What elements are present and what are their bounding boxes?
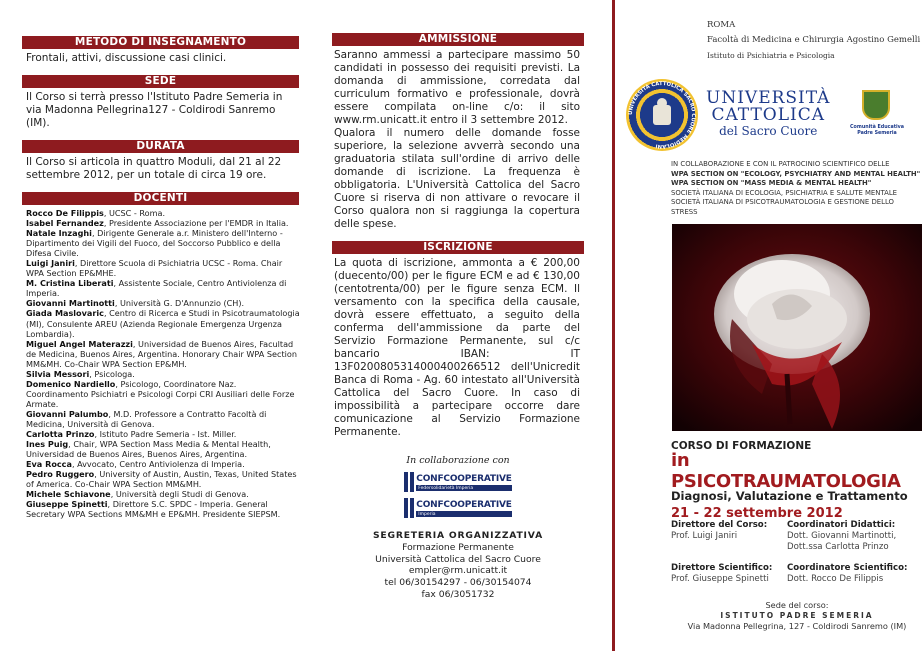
- segreteria-block: [310, 530, 606, 601]
- university-seal-icon: [626, 79, 698, 151]
- comunita-label: Comunità Educativa Padre Semeria: [850, 125, 904, 136]
- direttore-scientifico-label: Direttore Scientifico:: [671, 563, 773, 573]
- coordinatori-name-1: Dott. Giovanni Martinotti,: [787, 531, 897, 541]
- segreteria-tel: tel 06/30154297 - 06/30154074: [384, 577, 532, 589]
- sede-corso-label: Sede del corso:: [765, 600, 829, 610]
- docente-description: , UCSC - Roma.: [103, 208, 166, 218]
- patrocinio-line1: IN COLLABORAZIONE E CON IL PATROCINIO SCIENTIFICO DELLE: [671, 160, 890, 168]
- confcooperative-name-1: CONFCOOPERATIVE: [416, 473, 512, 484]
- istituto-label: Istituto di Psichiatria e Psicologia: [707, 51, 835, 60]
- confcooperative-logo-2: [310, 498, 606, 518]
- segreteria-line2: Università Cattolica del Sacro Cuore: [375, 553, 541, 565]
- docente-name: Michele Schiavone: [26, 489, 111, 500]
- docente-item: [26, 369, 301, 379]
- docente-name: Miguel Angel Materazzi: [26, 338, 133, 349]
- university-name-2: CATTOLICA: [711, 105, 826, 125]
- confcooperative-name-2: CONFCOOPERATIVE: [416, 499, 512, 510]
- sede-heading: SEDE: [22, 75, 299, 88]
- course-subtitle: Diagnosi, Valutazione e Trattamento: [671, 489, 908, 503]
- durata-heading: DURATA: [22, 140, 299, 153]
- docente-item: [26, 499, 301, 519]
- docente-item: [26, 339, 301, 369]
- docente-description: , Assistente Sociale, Centro Antiviolenza di Imperia.: [26, 278, 287, 299]
- docente-name: Giovanni Martinotti: [26, 298, 115, 309]
- docente-description: , Università G. D'Annunzio (CH).: [114, 298, 245, 309]
- docente-item: [26, 208, 301, 218]
- facolta-label: Facoltà di Medicina e Chirurgia Agostino Gemelli: [707, 35, 921, 45]
- sede-text: Il Corso si terrà presso l'Istituto Padre Semeria in via Madonna Pellegrina127 - Coldirodi Sanremo (IM).: [26, 91, 283, 129]
- docente-description: , Direttore Scuola di Psichiatria UCSC - Roma. Chair WPA Section EP&MHE.: [26, 258, 283, 279]
- docente-name: Pedro Ruggero: [26, 469, 95, 480]
- docente-item: [26, 459, 301, 469]
- docente-description: , Centro di Ricerca e Studi in Psicotraumatologia (MI), Consulente AREU (Azienda Regionale Emergenza Urgenza Lombardia).: [26, 308, 300, 339]
- docente-description: , University of Austin, Austin, Texas, United States of America. Co-Chair WPA Section MM&MH.: [26, 469, 297, 490]
- docente-item: [26, 469, 301, 489]
- docente-item: [26, 409, 301, 429]
- docente-name: Giovanni Palumbo: [26, 408, 109, 419]
- coordinatore-scientifico-name: Dott. Rocco De Filippis: [787, 574, 884, 584]
- confcooperative-mark-icon: [404, 472, 414, 492]
- segreteria-fax: fax 06/3051732: [421, 588, 495, 600]
- cover-panel: [612, 0, 922, 651]
- docente-name: Natale Inzaghi: [26, 228, 92, 239]
- left-panel: [0, 0, 305, 519]
- header-text: [707, 18, 920, 63]
- patrocinio-line2: WPA SECTION ON "ECOLOGY, PSYCHIATRY AND MENTAL HEALTH": [671, 169, 921, 178]
- docente-description: , Psicologa.: [89, 368, 135, 379]
- patrocinio-block: [671, 160, 922, 217]
- collaboration-block: [310, 455, 606, 518]
- ammissione-heading: AMMISSIONE: [332, 33, 584, 46]
- docente-name: Silvia Messori: [26, 368, 90, 379]
- cover-border: [612, 0, 615, 651]
- university-name-3: del Sacro Cuore: [719, 124, 818, 138]
- docente-name: Giuseppe Spinetti: [26, 499, 108, 510]
- docente-name: Carlotta Prinzo: [26, 429, 95, 440]
- docente-item: [26, 298, 301, 308]
- docente-item: [26, 228, 301, 258]
- durata-text: Il Corso si articola in quattro Moduli, dal 21 al 22 settembre 2012, per un totale di circa 19 ore.: [26, 156, 282, 181]
- direttore-scientifico: [671, 563, 772, 585]
- direttore-scientifico-name: Prof. Giuseppe Spinetti: [671, 574, 769, 584]
- docente-description: , Dirigente Generale a.r. Ministero dell'Interno - Dipartimento dei Vigili del Fuoco, del Soccorso Pubblico e della Difesa Civile.: [26, 228, 283, 259]
- cover-rose-image: [672, 224, 922, 431]
- docente-item: [26, 379, 301, 409]
- patrocinio-line4: SOCIETÀ ITALIANA DI ECOLOGIA, PSICHIATRIA E SALUTE MENTALE: [671, 188, 898, 197]
- docente-name: Isabel Fernandez: [26, 218, 104, 229]
- docente-description: , Universidad de Buenos Aires, Facultad de Medicina, Buenos Aires, Argentina. Honorary Chair WPA Section MM&MH. Co-Chair WPA Section EP&MH.: [26, 338, 297, 369]
- segreteria-email[interactable]: empler@rm.unicatt.it: [408, 565, 508, 577]
- metodo-heading: METODO DI INSEGNAMENTO: [22, 36, 299, 49]
- university-name-1: UNIVERSITÀ: [706, 88, 831, 108]
- course-kicker: CORSO DI FORMAZIONE: [671, 440, 812, 452]
- docente-item: [26, 489, 301, 499]
- docente-description: , Istituto Padre Semeria - Ist. Miller.: [94, 429, 237, 440]
- docente-name: M. Cristina Liberati: [26, 278, 114, 289]
- patrocinio-line3: WPA SECTION ON "MASS MEDIA & MENTAL HEALTH": [671, 179, 872, 187]
- direttore-corso-label: Direttore del Corso:: [671, 520, 768, 530]
- docente-item: [26, 439, 301, 459]
- collaboration-label: In collaborazione con: [406, 455, 510, 466]
- confcooperative-sub-2: Imperia: [416, 512, 511, 517]
- docente-item: [26, 278, 301, 298]
- direttore-corso-name: Prof. Luigi Janiri: [671, 531, 738, 541]
- docente-item: [26, 258, 301, 278]
- course-title: in PSICOTRAUMATOLOGIA: [671, 450, 901, 492]
- confcooperative-logo-1: [310, 472, 606, 492]
- docente-description: , Psicologo, Coordinatore Naz. Coordinamento Psichiatri e Psicologi Corpi CRI Ausiliari delle Forze Armate.: [26, 378, 295, 409]
- docente-description: , M.D. Professore a Contratto Facoltà di Medicina, Università di Genova.: [26, 408, 267, 429]
- docente-name: Giada Maslovaric: [26, 308, 104, 319]
- course-title-block: [671, 440, 922, 521]
- docente-name: Rocco De Filippis: [26, 208, 104, 218]
- university-logo: [706, 88, 830, 138]
- metodo-text: Frontali, attivi, discussione casi clinici.: [26, 52, 227, 64]
- docente-description: , Chair, WPA Section Mass Media & Mental Health, Universidad de Buenos Aires, Buenos Aires, Argentina.: [26, 439, 271, 460]
- docente-description: , Presidente Associazione per l'EMDR in Italia.: [103, 218, 289, 229]
- middle-panel: [310, 0, 606, 601]
- sede-corso-istituto: ISTITUTO PADRE SEMERIA: [720, 610, 874, 620]
- docente-item: [26, 218, 301, 228]
- coordinatori-didattici: [787, 520, 896, 553]
- city-label: ROMA: [707, 20, 736, 30]
- docente-item: [26, 308, 301, 338]
- docente-name: Eva Rocca: [26, 459, 72, 470]
- segreteria-line1: Formazione Permanente: [402, 541, 514, 553]
- docente-item: [26, 429, 301, 439]
- coordinatori-name-2: Dott.ssa Carlotta Prinzo: [787, 542, 889, 552]
- docente-description: , Università degli Studi di Genova.: [110, 489, 249, 500]
- confcooperative-sub-1: Federsolidarietà Imperia: [416, 486, 511, 491]
- docente-name: Ines Puig: [26, 439, 69, 450]
- seal-text: UNIVERSITÀ CATTOLICA SACRO CUORE MEDIOLANI: [627, 80, 697, 150]
- patrocinio-line5: SOCIETÀ ITALIANA DI PSICOTRAUMATOLOGIA E GESTIONE DELLO STRESS: [671, 198, 894, 216]
- comunita-shield-icon: [862, 90, 890, 120]
- confcooperative-mark-icon: [404, 498, 414, 518]
- docente-description: , Avvocato, Centro Antiviolenza di Imperia.: [71, 459, 245, 470]
- sede-corso-block: [672, 600, 922, 632]
- coordinatore-scientifico-label: Coordinatore Scientifico:: [787, 563, 908, 573]
- coordinatore-scientifico: [787, 563, 907, 585]
- segreteria-title: SEGRETERIA ORGANIZZATIVA: [373, 530, 543, 541]
- docente-name: Domenico Nardiello: [26, 378, 116, 389]
- docenti-list: [26, 208, 301, 519]
- iscrizione-text: La quota di iscrizione, ammonta a € 200,00 (duecento/00) per le figure ECM e ad € 130,00 (centotrenta/00) per le figure senza ECM. Il versamento con la specifica della causale, dovrà essere effettuato, a seguito della conferma dell'ammissione da parte del Servizio Formazione Permanente, sul c/c bancario IBAN: IT 13F0200805314000400266512 dell'Unicredit Banca di Roma - Ag. 60 intestato all'Università Cattolica del Sacro Cuore. In caso di impossibilità a partecipare occorre dare comunicazione al Servizio Formazione Permanente.: [334, 257, 580, 438]
- iscrizione-heading: ISCRIZIONE: [332, 241, 584, 254]
- docente-name: Luigi Janiri: [26, 258, 75, 269]
- sede-corso-address: Via Madonna Pellegrina, 127 - Coldirodi Sanremo (IM): [687, 621, 907, 631]
- docenti-heading: DOCENTI: [22, 192, 299, 205]
- ammissione-text-2: Qualora il numero delle domande fosse superiore, la selezione avverrà secondo una graduatoria stilata sull'ordine di arrivo delle domande di iscrizione. La frequenza è obbligatoria. L'Università Cattolica del Sacro Cuore si riserva di non attivare o revocare il Corso qualora non si raggiunga la copertura delle spese.: [334, 127, 580, 230]
- direttore-corso: [671, 520, 767, 542]
- docente-description: , Direttore S.C. SPDC - Imperia. General Secretary WPA Sections MM&MH e EP&MH. Presidente SIEPSM.: [26, 499, 281, 520]
- coordinatori-label: Coordinatori Didattici:: [787, 520, 896, 530]
- course-dates: 21 - 22 settembre 2012: [671, 506, 843, 521]
- ammissione-text-1: Saranno ammessi a partecipare massimo 50 candidati in possesso dei requisiti previsti. La domanda di ammissione, corredata dal curriculum formativo e professionale, dovrà essere compilata on-line c/o: il sito www.rm.unicatt.it entro il 3 settembre 2012.: [334, 49, 580, 126]
